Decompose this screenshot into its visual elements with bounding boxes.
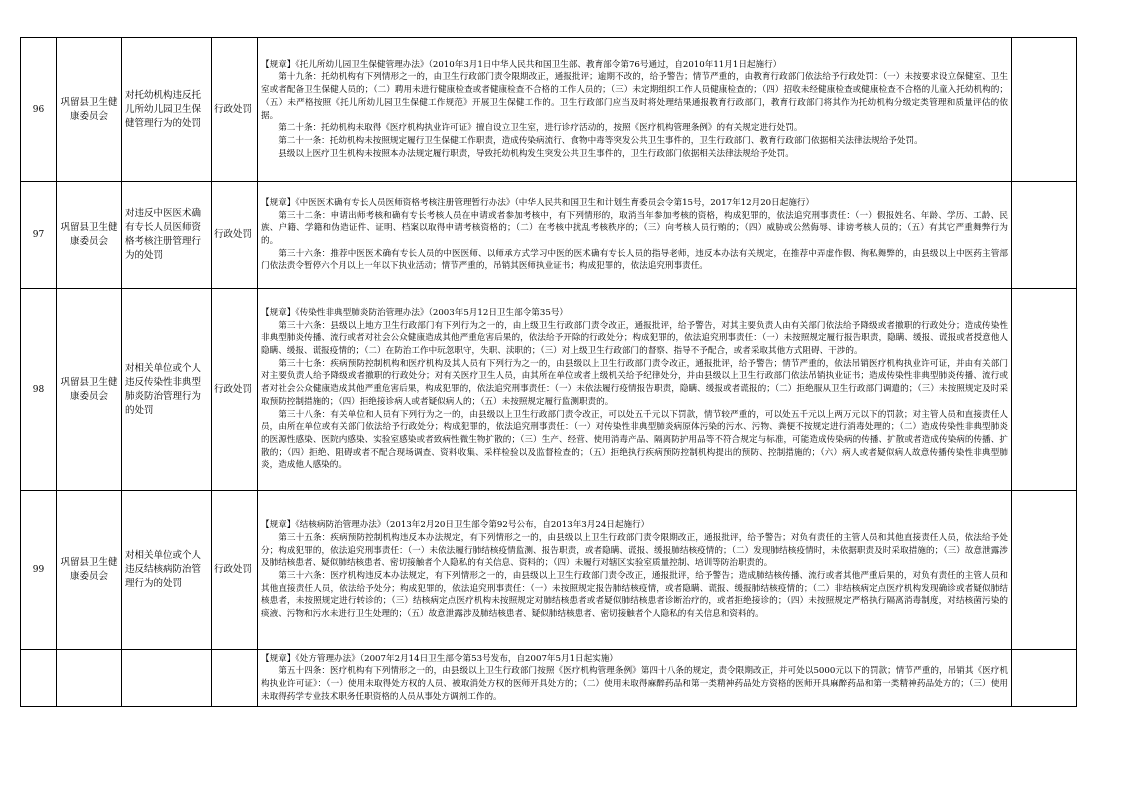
remarks-cell xyxy=(1012,650,1077,707)
legal-basis-cell xyxy=(258,491,1012,650)
article-paragraph: 第三十六条：县级以上地方卫生行政部门有下列行为之一的，由上级卫生行政部门责令改正，通报批评，给予警告，对其主要负责人由有关部门依法给予降级或者撤职的行政处分；造成传染性非典型肺炎传播、流行或者对社会公众健康造成其他严重危害后果的，依法给予开除的行政处分；构成犯罪的，依法追究刑事责任：（一）未按照规定履行报告职责，隐瞒、缓报、谎报或者授意他人隐瞒、缓报、谎报疫情的；（二）在防治工作中玩忽职守，失职、渎职的；（三）对上级卫生行政部门的督察、指导不予配合，或者采取其他方式阻碍、干涉的。 xyxy=(261,320,1008,357)
penalty-type-cell: 行政处罚 xyxy=(212,182,258,289)
legal-basis-text xyxy=(261,307,1008,472)
row-number-cell xyxy=(21,650,57,707)
legal-basis-text xyxy=(261,653,1008,704)
article-paragraph: 第三十五条：疾病预防控制机构违反本办法规定，有下列情形之一的，由县级以上卫生行政部门责令限期改正，通报批评，给予警告；对负有责任的主管人员和其他直接责任人员，依法给予处分；构成犯罪的，依法追究刑事责任：（一）未依法履行肺结核疫情监测、报告职责，或者隐瞒、谎报、缓报肺结核疫情的；（二）发现肺结核疫情时，未依据职责及时采取措施的；（三）故意泄露涉及肺结核患者、疑似肺结核患者、密切接触者个人隐私的有关信息、资料的；（四）未履行对辖区实验室质量控制、培训等防治职责的。 xyxy=(261,532,1008,569)
penalty-table xyxy=(20,37,1077,707)
legal-basis-text xyxy=(261,519,1008,621)
article-paragraph: 第三十六条：推荐中医医术确有专长人员的中医医师、以师承方式学习中医的医术确有专长人员的指导老师，违反本办法有关规定，在推荐中弄虚作假、徇私舞弊的，由县级以上中医药主管部门依法责令暂停六个月以上一年以下执业活动；情节严重的，吊销其医师执业证书；构成犯罪的，依法追究刑事责任。 xyxy=(261,248,1008,272)
department-cell: 巩留县卫生健康委员会 xyxy=(57,289,122,491)
legal-basis-text xyxy=(261,197,1008,273)
row-number-cell: 96 xyxy=(21,38,57,182)
remarks-cell xyxy=(1012,182,1077,289)
row-number-cell: 99 xyxy=(21,491,57,650)
penalty-item-cell: 对相关单位或个人违反结核病防治管理行为的处罚 xyxy=(122,491,212,650)
penalty-item-cell: 对相关单位或个人违反传染性非典型肺炎防治管理行为的处罚 xyxy=(122,289,212,491)
department-cell: 巩留县卫生健康委员会 xyxy=(57,38,122,182)
table-row xyxy=(21,491,1077,650)
article-paragraph: 第二十条：托幼机构未取得《医疗机构执业许可证》擅自设立卫生室，进行诊疗活动的，按照《医疗机构管理条例》的有关规定进行处罚。 xyxy=(278,123,803,134)
article-paragraph: 第三十七条：疾病预防控制机构和医疗机构及其人员有下列行为之一的，由县级以上卫生行政部门责令改正，通报批评，给予警告；情节严重的，依法吊销医疗机构执业许可证，并由有关部门对主要负责人给予降级或者撤职的行政处分；对有关医疗卫生人员，由其所在单位或者上级机关给予纪律处分，并由县级以上卫生行政部门依法吊销执业证书；造成传染性非典型肺炎传播、流行或者对社会公众健康造成其他严重危害后果，构成犯罪的，依法追究刑事责任：（一）未依法履行疫情报告职责，隐瞒、缓报或者谎报的；（二）拒绝服从卫生行政部门调遣的；（三）未按照规定及时采取预防控制措施的；（四）拒绝接诊病人或者疑似病人的；（五）未按照规定履行监测职责的。 xyxy=(261,358,1008,407)
article-paragraph: 第三十六条：医疗机构违反本办法规定，有下列情形之一的，由县级以上卫生行政部门责令改正，通报批评，给予警告；造成肺结核传播、流行或者其他严重后果的，对负有责任的主管人员和其他直接责任人员，依法给予处分；构成犯罪的，依法追究刑事责任：（一）未按照规定报告肺结核疫情，或者隐瞒、谎报、缓报肺结核疫情的；（二）非结核病定点医疗机构发现确诊或者疑似肺结核患者，未按照规定进行转诊的；（三）结核病定点医疗机构未按照规定对肺结核患者或者疑似肺结核患者诊断治疗的，或者拒绝接诊的；（四）未按照规定严格执行隔离消毒制度，对结核菌污染的痰液、污物和污水未进行卫生处理的；（五）故意泄露涉及肺结核患者、疑似肺结核患者、密切接触者个人隐私的有关信息和资料的。 xyxy=(261,571,1008,620)
penalty-item-cell: 对违反中医医术确有专长人员医师资格考核注册管理行为的处罚 xyxy=(122,182,212,289)
remarks-cell xyxy=(1012,491,1077,650)
remarks-cell xyxy=(1012,289,1077,491)
penalty-type-cell: 行政处罚 xyxy=(212,289,258,491)
department-cell: 巩留县卫生健康委员会 xyxy=(57,182,122,289)
article-paragraph: 县级以上医疗卫生机构未按照本办法规定履行职责，导致托幼机构发生突发公共卫生事件的，卫生行政部门依据相关法律法规给予处罚。 xyxy=(278,148,794,159)
legal-basis-cell xyxy=(258,289,1012,491)
table-body xyxy=(21,38,1077,707)
regulation-title: 【规章】《托儿所幼儿园卫生保健管理办法》（2010年3月1日中华人民共和国卫生部、教育部令第76号通过，自2010年11月1日起施行） xyxy=(261,59,782,70)
regulation-title: 【规章】《中医医术确有专长人员医师资格考核注册管理暂行办法》（中华人民共和国卫生和计划生育委员会令第15号，2017年12月20日起施行） xyxy=(261,197,815,208)
regulation-title: 【规章】《结核病防治管理办法》（2013年2月20日卫生部令第92号公布，自2013年3月24日起施行） xyxy=(261,520,650,531)
department-cell xyxy=(57,650,122,707)
article-paragraph: 第十九条：托幼机构有下列情形之一的，由卫生行政部门责令限期改正，通报批评；逾期不改的，给予警告；情节严重的，由教育行政部门依法给予行政处罚：（一）未按要求设立保健室、卫生室或者配备卫生保健人员的；（二）聘用未进行健康检查或者健康检查不合格的工作人员的；（三）未定期组织工作人员健康检查的；（四）招收未经健康检查或健康检查不合格的儿童入托幼机构的；（五）未严格按照《托儿所幼儿园卫生保健工作规范》开展卫生保健工作的。卫生行政部门应当及时将处理结果通报教育行政部门，教育行政部门将其作为托幼机构分级定类管理和质量评估的依据。 xyxy=(261,72,1008,121)
penalty-item-cell: 对托幼机构违反托儿所幼儿园卫生保健管理行为的处罚 xyxy=(122,38,212,182)
table-row xyxy=(21,182,1077,289)
department-cell: 巩留县卫生健康委员会 xyxy=(57,491,122,650)
regulation-title: 【规章】《传染性非典型肺炎防治管理办法》（2003年5月12日卫生部令第35号） xyxy=(261,307,569,318)
article-paragraph: 第二十一条：托幼机构未按照规定履行卫生保健工作职责，造成传染病流行、食物中毒等突发公共卫生事件的，卫生行政部门、教育行政部门依据相关法律法规给予处罚。 xyxy=(278,135,923,146)
article-paragraph: 第五十四条：医疗机构有下列情形之一的，由县级以上卫生行政部门按照《医疗机构管理条例》第四十八条的规定，责令限期改正，并可处以5000元以下的罚款；情节严重的，吊销其《医疗机构执业许可证》：（一）使用未取得处方权的人员、被取消处方权的医师开具处方的；（二）使用未取得麻醉药品和第一类精神药品处方资格的医师开具麻醉药品和第一类精神药品处方的；（三）使用未取得药学专业技术职务任职资格的人员从事处方调剂工作的。 xyxy=(261,666,1008,702)
article-paragraph: 第三十八条：有关单位和人员有下列行为之一的，由县级以上卫生行政部门责令改正，可以处五千元以下罚款，情节较严重的，可以处五千元以上两万元以下的罚款；对主管人员和直接责任人员，由所在单位或有关部门依法给予行政处分；构成犯罪的，依法追究刑事责任：（一）对传染性非典型肺炎病原体污染的污水、污物、粪便不按规定进行消毒处理的；（二）造成传染性非典型肺炎的医源性感染、医院内感染、实验室感染或者致病性微生物扩散的；（三）生产、经营、使用消毒产品、隔离防护用品等不符合规定与标准，可能造成传染病的传播、扩散或者造成传染病的传播、扩散的；（四）拒绝、阻碍或者不配合现场调查、资料收集、采样检验以及监督检查的；（五）拒绝执行疾病预防控制机构提出的预防、控制措施的；（六）病人或者疑似病人故意传播传染性非典型肺炎，造成他人感染的。 xyxy=(261,409,1008,471)
legal-basis-text xyxy=(261,59,1008,161)
legal-basis-cell xyxy=(258,182,1012,289)
penalty-type-cell: 行政处罚 xyxy=(212,38,258,182)
article-paragraph: 第三十二条：申请出师考核和确有专长考核人员在申请或者参加考核中，有下列情形的，取消当年参加考核的资格，构成犯罪的，依法追究刑事责任：（一）假报姓名、年龄、学历、工龄、民族、户籍、学籍和伪造证件、证明、档案以取得申请考核资格的；（二）在考核中扰乱考核秩序的；（三）向考核人员行贿的；（四）威胁或公然侮辱、诽谤考核人员的；（五）有其它严重舞弊行为的。 xyxy=(261,210,1008,246)
table-row xyxy=(21,650,1077,707)
table-row xyxy=(21,38,1077,182)
penalty-type-cell xyxy=(212,650,258,707)
legal-basis-cell xyxy=(258,650,1012,707)
penalty-item-cell xyxy=(122,650,212,707)
table-row xyxy=(21,289,1077,491)
legal-basis-cell xyxy=(258,38,1012,182)
row-number-cell: 98 xyxy=(21,289,57,491)
row-number-cell: 97 xyxy=(21,182,57,289)
regulation-title: 【规章】《处方管理办法》（2007年2月14日卫生部令第53号发布，自2007年5月1日起实施） xyxy=(261,653,619,664)
remarks-cell xyxy=(1012,38,1077,182)
penalty-type-cell: 行政处罚 xyxy=(212,491,258,650)
